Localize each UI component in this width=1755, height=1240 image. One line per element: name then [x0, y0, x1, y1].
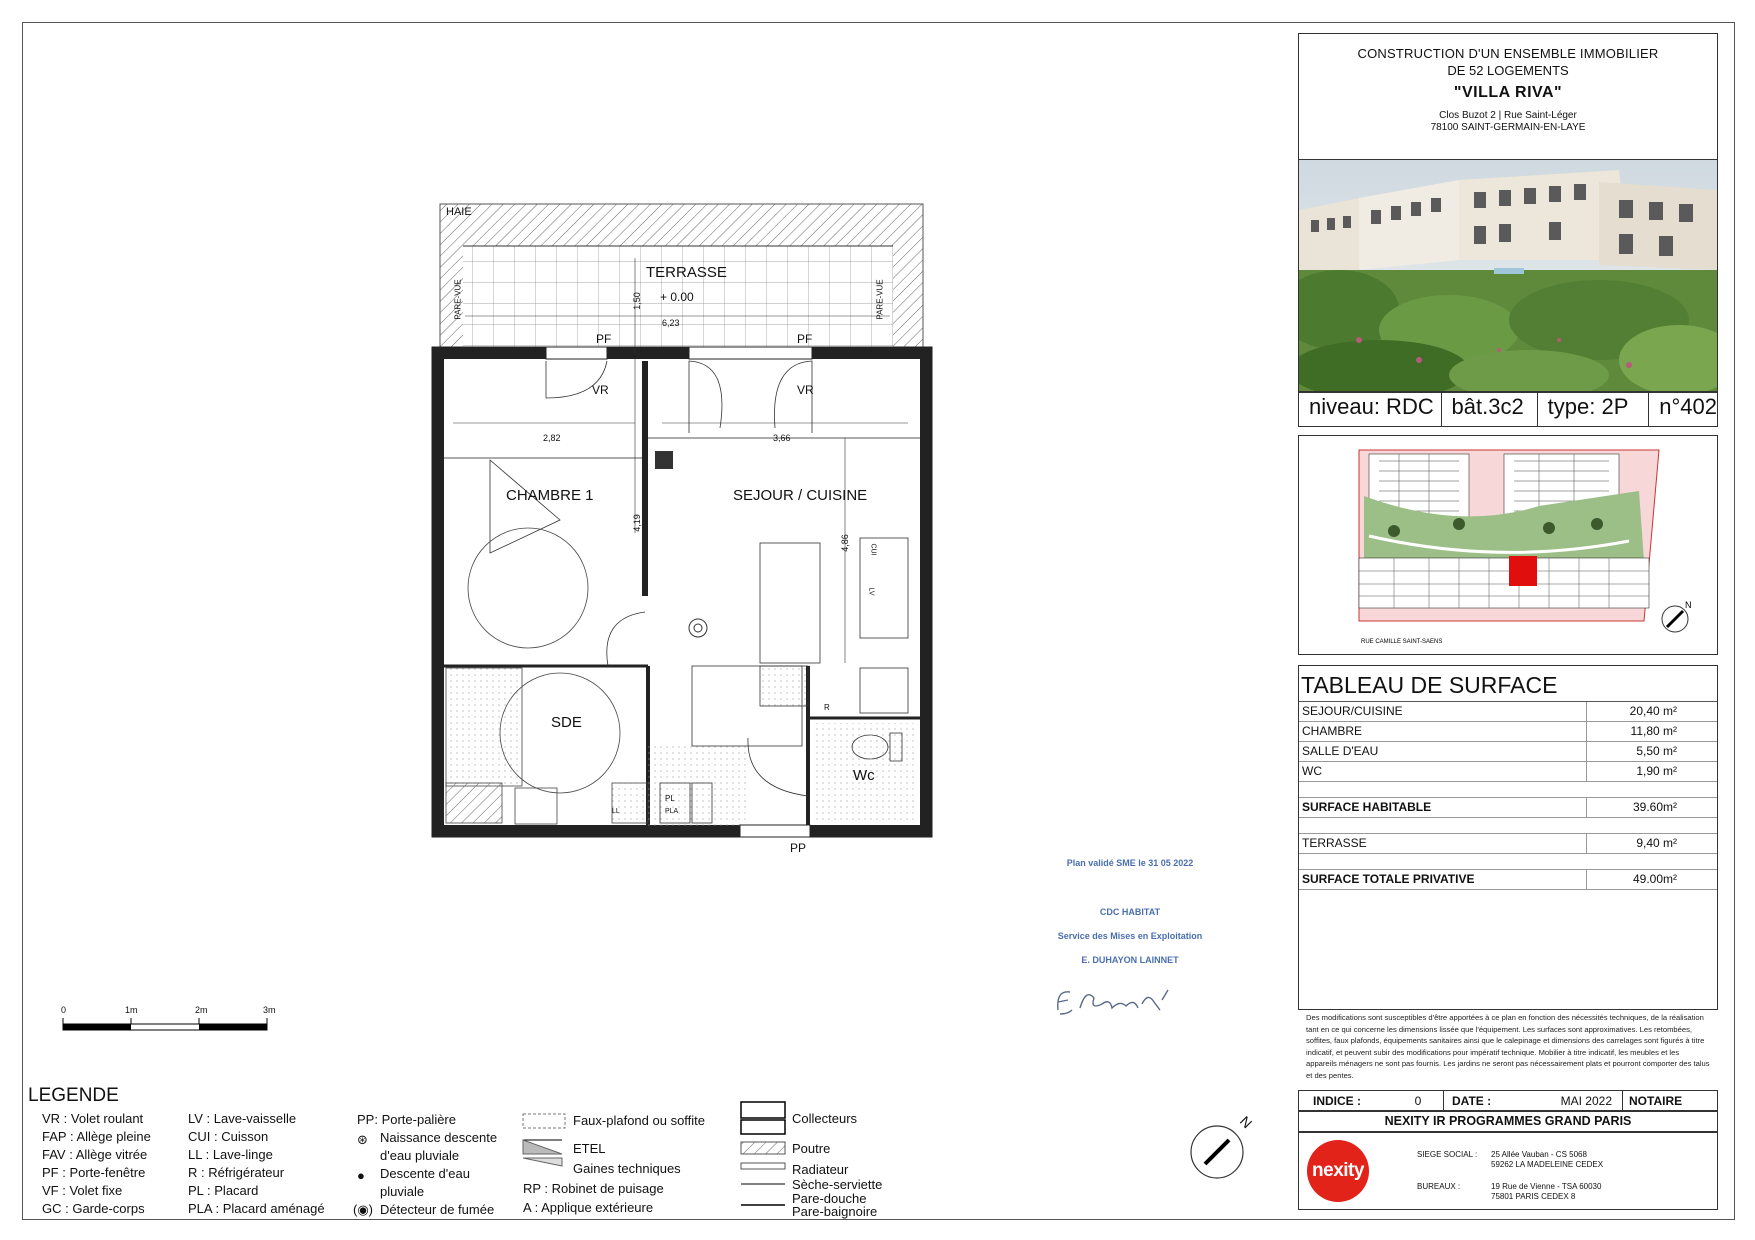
naissance-icon: ⊛	[357, 1132, 368, 1147]
surface-value: 1,90 m²	[1636, 764, 1677, 778]
surface-value: 20,40 m²	[1629, 704, 1677, 718]
surface-row	[1299, 722, 1717, 742]
surface-label: SALLE D'EAU	[1299, 742, 1587, 761]
surface-total-row	[1299, 870, 1717, 890]
lot-info-bar	[1298, 391, 1718, 427]
surface-label: CHAMBRE	[1299, 722, 1587, 741]
plan-pf-left: PF	[596, 332, 612, 346]
plan-dim-486: 4,86	[839, 534, 850, 552]
surface-total-value: 49.00m²	[1632, 872, 1677, 886]
surface-total-label: SURFACE TOTALE PRIVATIVE	[1299, 870, 1587, 889]
legend-item: VR : Volet roulant	[42, 1111, 144, 1126]
scale-tick-1: 1m	[125, 1005, 138, 1015]
project-address2: 78100 SAINT-GERMAIN-EN-LAYE	[1430, 122, 1586, 133]
scale-tick-2: 2m	[195, 1005, 208, 1015]
date-label: DATE :	[1443, 1091, 1522, 1111]
north-label: N	[1236, 1112, 1256, 1132]
project-name: "VILLA RIVA"	[1453, 84, 1563, 101]
project-line1: CONSTRUCTION D'UN ENSEMBLE IMMOBILIER	[1357, 46, 1659, 61]
surface-terrasse-value: 9,40 m²	[1636, 836, 1677, 850]
legend-item: PF : Porte-fenêtre	[42, 1165, 146, 1180]
plan-pare-vue-right: PARE-VUE	[875, 279, 885, 320]
plan-r-label: R	[824, 703, 830, 712]
surface-gap	[1299, 854, 1717, 870]
legend-item: PLA : Placard aménagé	[188, 1201, 325, 1216]
surface-terrasse-row	[1299, 834, 1717, 854]
legend-faux-plafond: Faux-plafond ou soffite	[573, 1113, 706, 1128]
legend-item: PL : Placard	[188, 1183, 259, 1198]
plan-terrasse-label: TERRASSE	[646, 264, 727, 281]
surface-label: SEJOUR/CUISINE	[1299, 702, 1587, 721]
siege-line1: 25 Allée Vauban - CS 5068	[1491, 1150, 1587, 1159]
validation-date: Plan validé SME le 31 05 2022	[1066, 858, 1194, 868]
legend-item: GC : Garde-corps	[42, 1201, 145, 1216]
plan-dim-366: 3,66	[773, 433, 791, 443]
surface-habitable-row	[1299, 798, 1717, 818]
siege-label: SIEGE SOCIAL :	[1417, 1150, 1478, 1159]
disclaimer-text: Des modifications sont susceptibles d'être apportées à ce plan en fonction des nécessités techniques, de la réalisation tant en ce qui concerne les dimensions lissée que l'équipement. Les surfaces sont approximatives. Les retombées, soffites, faux plafonds, équipements sanitaires ainsi que le calepinage et dimensions des carrelages sont figurés à titre indicatif, et peuvent subir des modifications pour impératif technique. Mobilier à titre indicatif, les meubles et les appareils ménagers ne sont pas fournis. Les jardins ne seront pas nécessairement plats et pourront comporter des talus et des pentes.	[1306, 1013, 1710, 1080]
legend-item: FAP : Allège pleine	[42, 1129, 151, 1144]
legend-detecteur: Détecteur de fumée	[380, 1202, 495, 1217]
legend-descente2: pluviale	[380, 1184, 425, 1199]
siege-line2: 59262 LA MADELEINE CEDEX	[1491, 1160, 1604, 1169]
legend-rp: RP : Robinet de puisage	[523, 1181, 664, 1196]
plan-pl-label: PL	[665, 794, 675, 803]
legend-seche-serviette: Sèche-serviette	[792, 1177, 883, 1192]
site-north-label: N	[1685, 600, 1692, 610]
surface-value: 11,80 m²	[1630, 724, 1677, 738]
descente-icon: ●	[357, 1168, 365, 1183]
plan-room-chambre: CHAMBRE 1	[506, 487, 594, 504]
surface-habitable-value: 39.60m²	[1632, 800, 1677, 814]
legend-etel: ETEL	[573, 1141, 606, 1156]
plan-cui-label: CUI	[869, 543, 877, 556]
street-label: RUE CAMILLE SAINT-SAENS	[1361, 639, 1443, 645]
legend-col1	[42, 1110, 151, 1218]
indice-label: INDICE :	[1313, 1094, 1361, 1108]
plan-haie-label: HAIE	[446, 206, 472, 218]
plan-terrasse-level: + 0.00	[660, 290, 694, 304]
plan-vr-left: VR	[592, 383, 609, 397]
building-render-image	[1298, 159, 1718, 393]
validation-service: Service des Mises en Exploitation	[1057, 931, 1203, 941]
legend-col2	[188, 1110, 325, 1218]
plan-room-sejour: SEJOUR / CUISINE	[733, 487, 868, 504]
surface-gap	[1299, 782, 1717, 798]
surface-habitable-label: SURFACE HABITABLE	[1299, 798, 1587, 817]
north-arrow-icon	[1185, 1112, 1265, 1182]
plan-pp-label: PP	[790, 841, 807, 855]
surface-value: 5,50 m²	[1636, 744, 1677, 758]
company-block	[1298, 1131, 1718, 1210]
legend-pare-baignoire: Pare-baignoire	[792, 1204, 878, 1219]
legend-symbols-col4	[522, 1112, 568, 1172]
legend-pp: PP: Porte-palière	[357, 1112, 456, 1127]
site-plan	[1298, 435, 1718, 655]
signature-image	[1050, 980, 1190, 1025]
surface-row	[1299, 742, 1717, 762]
notaire-label: NOTAIRE	[1622, 1091, 1717, 1111]
project-line2: DE 52 LOGEMENTS	[1447, 63, 1569, 78]
legend-applique: A : Applique extérieure	[523, 1200, 654, 1215]
scale-tick-0: 0	[61, 1005, 67, 1015]
legend-symbols-col5	[740, 1100, 788, 1218]
legend-collecteurs: Collecteurs	[792, 1111, 858, 1126]
legend-descente1: Descente d'eau	[380, 1166, 470, 1181]
indice-bar	[1298, 1090, 1718, 1112]
plan-pla-label: PLA	[665, 808, 679, 815]
bureaux-line2: 75801 PARIS CEDEX 8	[1491, 1192, 1576, 1201]
legend-item: FAV : Allège vitrée	[42, 1147, 148, 1162]
surface-label: WC	[1299, 762, 1587, 781]
legend-naissance1: Naissance descente	[380, 1130, 498, 1145]
bureaux-label: BUREAUX :	[1417, 1182, 1461, 1191]
legend-poutre: Poutre	[792, 1141, 831, 1156]
legend-item: R : Réfrigérateur	[188, 1165, 285, 1180]
surface-table	[1298, 665, 1718, 1010]
surface-terrasse-label: TERRASSE	[1299, 834, 1587, 853]
plan-dim-419: 4,19	[631, 514, 642, 532]
plan-pare-vue-left: PARE-VUE	[453, 279, 463, 320]
legend-item: LL : Lave-linge	[188, 1147, 273, 1162]
lot-number: n°402	[1659, 394, 1717, 419]
legend-naissance2: d'eau pluviale	[380, 1148, 460, 1163]
company-title: NEXITY IR PROGRAMMES GRAND PARIS	[1298, 1110, 1718, 1133]
plan-lv-label: LV	[867, 587, 875, 596]
type-label: type: 2P	[1538, 392, 1650, 426]
niveau-label: niveau: RDC	[1299, 392, 1442, 426]
indice-value: 0	[1414, 1094, 1422, 1108]
plan-terrasse-width: 6,23	[662, 318, 680, 328]
validation-org: CDC HABITAT	[1099, 907, 1161, 917]
bureaux-line1: 19 Rue de Vienne - TSA 60030	[1491, 1182, 1602, 1191]
project-header	[1298, 33, 1718, 161]
legend-pare-douche: Pare-douche	[792, 1191, 867, 1206]
plan-terrasse-height: 1,50	[631, 292, 642, 310]
plan-pf-right: PF	[797, 332, 813, 346]
plan-dim-282: 2,82	[543, 433, 561, 443]
legend-title: LEGENDE	[28, 1085, 119, 1106]
surface-table-title: TABLEAU DE SURFACE	[1299, 666, 1717, 702]
project-address1: Clos Buzot 2 | Rue Saint-Léger	[1439, 110, 1577, 121]
legend-item: LV : Lave-vaisselle	[188, 1111, 297, 1126]
surface-gap	[1299, 818, 1717, 834]
date-value: MAI 2022	[1560, 1094, 1612, 1108]
legend-radiateur: Radiateur	[792, 1162, 849, 1177]
batiment-label: bât.3c2	[1442, 392, 1538, 426]
surface-row	[1299, 762, 1717, 782]
surface-row	[1299, 702, 1717, 722]
nexity-logo: nexity	[1307, 1140, 1369, 1202]
plan-room-wc: Wc	[853, 767, 875, 784]
legend-gaines: Gaines techniques	[573, 1161, 681, 1176]
scale-bar	[60, 1002, 290, 1044]
smoke-detector-icon: (◉)	[353, 1202, 374, 1217]
plan-ll-label: LL	[612, 808, 620, 815]
plan-vr-right: VR	[797, 383, 814, 397]
plan-room-sde: SDE	[551, 714, 582, 731]
legend-item: VF : Volet fixe	[42, 1183, 123, 1198]
legend-item: CUI : Cuisson	[188, 1129, 269, 1144]
scale-tick-3: 3m	[263, 1005, 276, 1015]
validation-person: E. DUHAYON LAINNET	[1081, 955, 1179, 965]
